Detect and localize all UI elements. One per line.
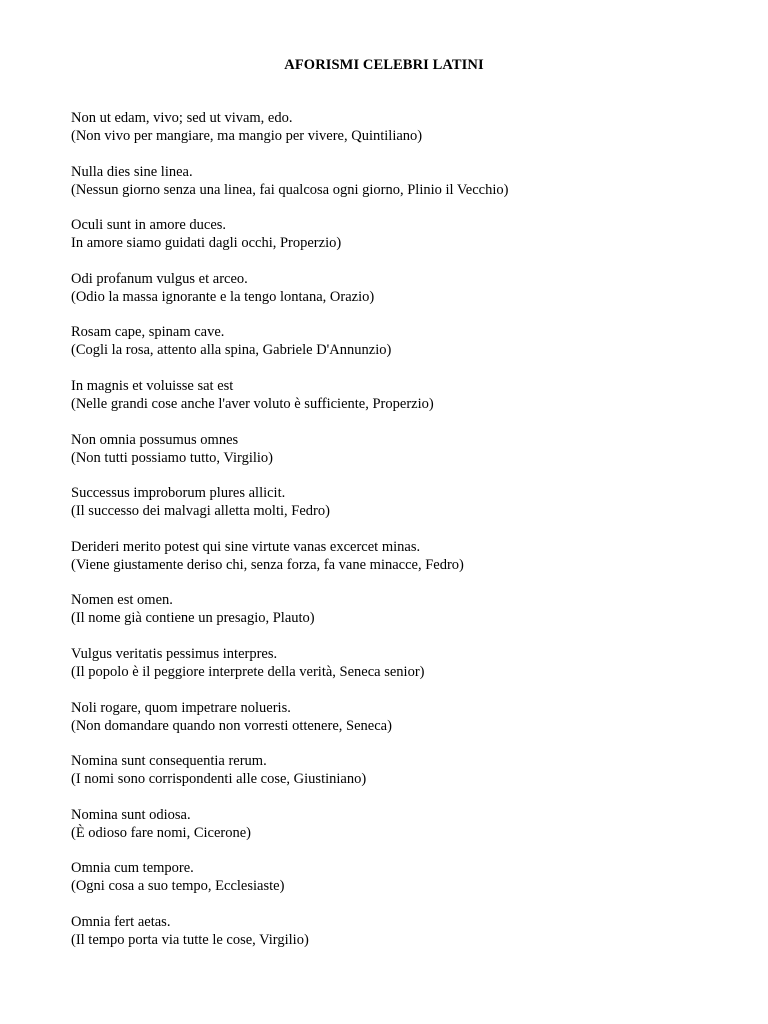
aphorism-entry [71, 645, 731, 699]
latin-phrase: Nulla dies sine linea. [71, 163, 193, 180]
aphorism-entry [71, 538, 731, 592]
aphorism-entry [71, 109, 731, 163]
aphorism-entry [71, 859, 731, 913]
aphorism-entry [71, 431, 731, 485]
aphorism-entry [71, 752, 731, 806]
latin-phrase: Nomen est omen. [71, 592, 173, 609]
translation: (Il popolo è il peggiore interprete della verità, Seneca senior) [71, 663, 425, 680]
aphorism-entry [71, 323, 731, 377]
translation: (I nomi sono corrispondenti alle cose, Giustiniano) [71, 771, 367, 788]
translation: (Non vivo per mangiare, ma mangio per vivere, Quintiliano) [71, 128, 423, 144]
latin-phrase: Omnia fert aetas. [71, 913, 171, 930]
latin-phrase: Oculi sunt in amore duces. [71, 217, 227, 234]
translation: (Il successo dei malvagi alletta molti, Fedro) [71, 503, 330, 520]
latin-phrase: Omnia cum tempore. [71, 860, 194, 877]
latin-phrase: Non ut edam, vivo; sed ut vivam, edo. [71, 110, 293, 126]
aphorism-entry [71, 270, 731, 324]
translation: (Nessun giorno senza una linea, fai qualcosa ogni giorno, Plinio il Vecchio) [71, 181, 509, 198]
aphorism-entry [71, 216, 731, 270]
aphorism-list [71, 109, 731, 967]
translation: (Nelle grandi cose anche l'aver voluto è sufficiente, Properzio) [71, 395, 434, 412]
latin-phrase: Derideri merito potest qui sine virtute vanas excercet minas. [71, 538, 421, 555]
latin-phrase: Rosam cape, spinam cave. [71, 324, 225, 341]
aphorism-entry [71, 699, 731, 753]
translation: (Cogli la rosa, attento alla spina, Gabriele D'Annunzio) [71, 342, 392, 359]
page-title: AFORISMI CELEBRI LATINI [284, 57, 484, 73]
latin-phrase: Vulgus veritatis pessimus interpres. [71, 645, 278, 662]
translation: (Ogni cosa a suo tempo, Ecclesiaste) [71, 878, 285, 895]
latin-phrase: Non omnia possumus omnes [71, 431, 239, 448]
aphorism-entry [71, 591, 731, 645]
translation: In amore siamo guidati dagli occhi, Properzio) [71, 235, 342, 252]
aphorism-entry [71, 806, 731, 860]
latin-phrase: Odi profanum vulgus et arceo. [71, 270, 248, 287]
translation: (Il nome già contiene un presagio, Plauto) [71, 610, 315, 627]
translation: (Viene giustamente deriso chi, senza forza, fa vane minacce, Fedro) [71, 556, 464, 573]
latin-phrase: Noli rogare, quom impetrare nolueris. [71, 699, 291, 716]
latin-phrase: Nomina sunt odiosa. [71, 806, 191, 823]
translation: (Non tutti possiamo tutto, Virgilio) [71, 449, 274, 466]
aphorism-entry [71, 377, 731, 431]
aphorism-entry [71, 913, 731, 967]
translation: (Il tempo porta via tutte le cose, Virgilio) [71, 931, 309, 948]
translation: (È odioso fare nomi, Cicerone) [71, 824, 251, 841]
translation: (Odio la massa ignorante e la tengo lontana, Orazio) [71, 288, 375, 305]
latin-phrase: Successus improborum plures allicit. [71, 485, 286, 502]
translation: (Non domandare quando non vorresti ottenere, Seneca) [71, 717, 392, 734]
aphorism-entry [71, 163, 731, 217]
latin-phrase: Nomina sunt consequentia rerum. [71, 753, 267, 770]
aphorism-entry [71, 484, 731, 538]
latin-phrase: In magnis et voluisse sat est [71, 377, 234, 394]
